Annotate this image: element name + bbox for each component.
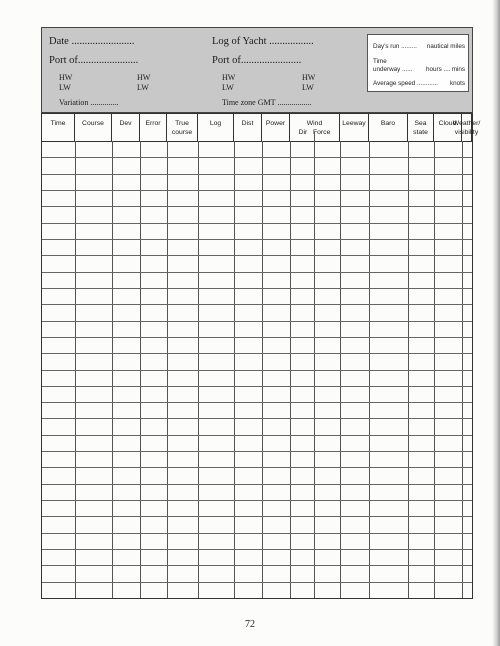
column-header-line1: Dist [241,120,254,127]
days-run-label: Day's run ......... [373,43,417,50]
table-row-line [42,500,472,501]
column-header-7 [262,114,290,141]
table-row-line [42,435,472,436]
lw-left-b: LW [137,83,149,92]
table-row-line [42,304,472,305]
column-header-line2: visibility [454,128,479,136]
days-run-box [367,34,469,92]
column-header-line2: Dir Force [298,128,331,136]
column-header-line1: Time [50,120,66,127]
table-row-line [42,516,472,517]
variation-field: Variation .............. [59,98,119,107]
column-header-2 [112,114,140,141]
column-header-line1: Cloud [438,120,457,127]
column-header-3 [140,114,167,141]
column-header-line2: state [413,128,428,136]
hours-label: hours .... [426,66,451,73]
table-row-line [42,255,472,256]
table-row-line [42,353,472,354]
yacht-log-field: Log of Yacht ................. [212,36,314,47]
column-header-10 [369,114,408,141]
table-row-line [42,484,472,485]
hw-left-a: HW [59,73,73,82]
port-of-left: Port of....................... [49,55,139,66]
underway-label: underway ...... [373,66,413,73]
table-row-line [42,533,472,534]
port-of-right: Port of....................... [212,55,302,66]
time-label: Time [373,58,387,65]
lw-right-a: LW [222,83,234,92]
timezone-field: Time zone GMT ................. [222,98,312,107]
column-header-line1: Wind [306,120,323,127]
lw-left-a: LW [59,83,71,92]
column-header-line2: course [171,128,193,136]
column-header-line1: Dev [119,120,132,127]
table-row-line [42,402,472,403]
table-row-line [42,206,472,207]
column-header-5 [198,114,234,141]
table-row-line [42,321,472,322]
hw-right-b: HW [302,73,316,82]
table-row-line [42,223,472,224]
column-header-line1: Weather/ [452,120,481,127]
table-row-line [42,174,472,175]
column-header-0 [42,114,75,141]
column-header-line1: Course [82,120,104,127]
table-row-line [42,288,472,289]
column-header-4 [167,114,198,141]
table-row-line [42,370,472,371]
hw-left-b: HW [137,73,151,82]
column-header-8 [290,114,340,141]
column-header-13 [452,114,481,141]
table-row-line [42,190,472,191]
table-row-line [42,239,472,240]
table-row-line [42,157,472,158]
column-header-line1: Leeway [342,120,366,127]
column-header-1 [75,114,112,141]
table-row-line [42,418,472,419]
mins-label: mins [451,66,465,73]
average-speed-label: Average speed ............ [373,80,438,87]
wind-subdivider [314,132,315,598]
days-run-unit: nautical miles [426,43,465,50]
hw-right-a: HW [222,73,236,82]
lw-right-b: LW [302,83,314,92]
table-row-line [42,272,472,273]
log-header-panel [41,27,473,113]
column-header-line1: Log [209,120,222,127]
table-row-line [42,386,472,387]
page-number: 72 [245,619,255,630]
column-header-6 [234,114,262,141]
column-header-line1: True [175,120,189,127]
table-row-line [42,337,472,338]
table-row-line [42,451,472,452]
table-row-line [42,549,472,550]
table-row-line [42,582,472,583]
column-header-line1: Power [265,120,286,127]
column-header-line1: Baro [380,120,396,127]
table-row-line [42,565,472,566]
column-header-9 [340,114,369,141]
column-header-line1: Error [145,120,161,127]
log-table [41,113,481,599]
date-field: Date ........................ [49,36,135,47]
knots-label: knots [449,80,465,87]
page-edge-shadow [492,0,500,646]
column-header-11 [408,114,434,141]
column-header-line1: Sea [414,120,427,127]
table-row-line [42,467,472,468]
